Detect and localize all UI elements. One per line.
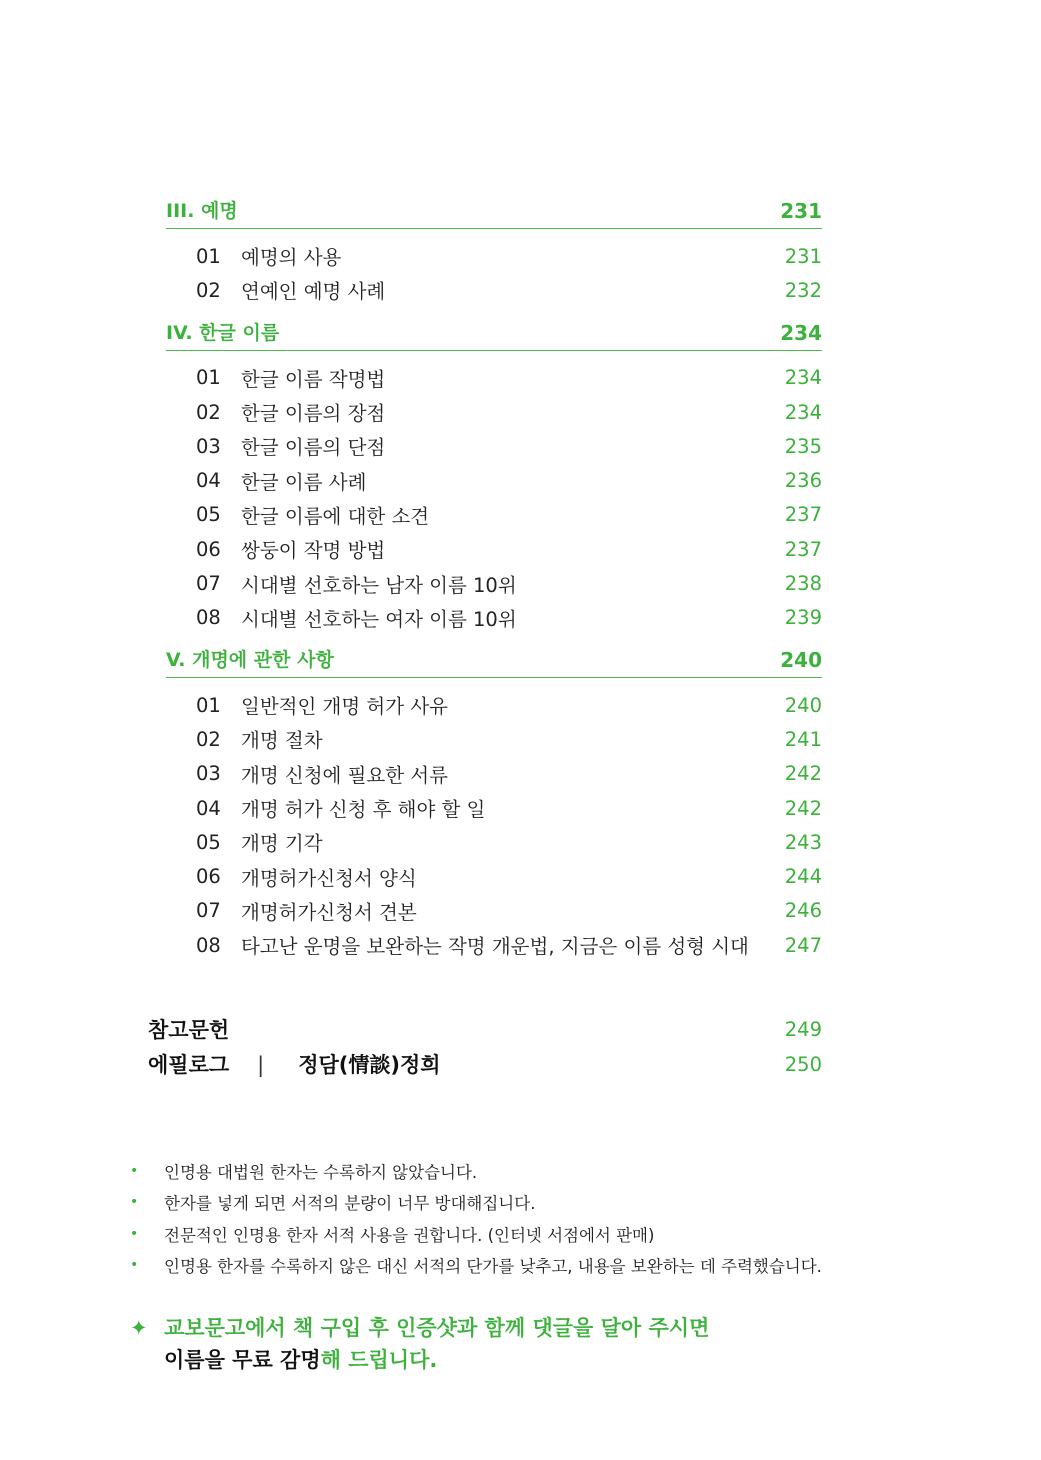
epilogue-label: 에필로그: [148, 1053, 230, 1077]
toc-item-page: 243: [784, 830, 822, 854]
toc-item-page: 244: [784, 865, 822, 889]
toc-item-page: 234: [784, 366, 822, 390]
toc-item-number: 08: [196, 606, 221, 630]
toc-item-page: 241: [784, 727, 822, 751]
toc-item-page: 242: [784, 796, 822, 820]
toc-row: [166, 757, 822, 791]
toc-item-title: 연예인 예명 사례: [241, 280, 386, 304]
toc-item-number: 07: [196, 899, 221, 923]
toc-item-title: 시대별 선호하는 남자 이름 10위: [241, 573, 517, 597]
toc-item-number: 02: [196, 727, 221, 751]
toc-item-title: 시대별 선호하는 여자 이름 10위: [241, 607, 517, 631]
section-page: 231: [780, 199, 822, 223]
note-text: 전문적인 인명용 한자 서적 사용을 권합니다. (인터넷 서점에서 판매): [164, 1225, 655, 1245]
toc-item-number: 08: [196, 933, 221, 957]
toc-item-page: 237: [784, 503, 822, 527]
toc-item-number: 05: [196, 503, 221, 527]
section-heading: [166, 318, 822, 351]
toc-row: [166, 688, 822, 722]
toc-item-title: 개명 절차: [241, 729, 323, 753]
bullet-icon: •: [130, 1162, 139, 1179]
table-of-contents: [166, 196, 822, 968]
references-row: [148, 1014, 822, 1044]
epilogue-page: 250: [784, 1052, 822, 1076]
diamond-icon: ✦: [130, 1316, 148, 1340]
toc-item-number: 03: [196, 434, 221, 458]
references-label: 참고문헌: [148, 1018, 230, 1042]
toc-item-title: 한글 이름의 장점: [241, 402, 386, 426]
toc-row: [166, 722, 822, 756]
list-item: [130, 1250, 990, 1282]
toc-item-title: 한글 이름 작명법: [241, 367, 386, 391]
promo-line-2-rest: 해 드립니다.: [320, 1348, 438, 1372]
toc-item-number: 04: [196, 469, 221, 493]
toc-row: [166, 825, 822, 859]
toc-item-page: 239: [784, 606, 822, 630]
toc-item-number: 01: [196, 244, 221, 268]
section-items: [166, 351, 822, 641]
section-page: 234: [780, 320, 822, 345]
bullet-icon: •: [130, 1194, 139, 1211]
toc-item-page: 236: [784, 469, 822, 493]
toc-item-page: 237: [784, 537, 822, 561]
toc-item-title: 타고난 운명을 보완하는 작명 개운법, 지금은 이름 성형 시대: [241, 935, 749, 959]
toc-item-title: 한글 이름에 대한 소견: [241, 504, 430, 528]
bullet-icon: •: [130, 1257, 139, 1274]
toc-item-title: 쌍둥이 작명 방법: [241, 539, 386, 563]
toc-item-number: 03: [196, 762, 221, 786]
toc-item-page: 232: [784, 278, 822, 302]
toc-item-page: 234: [784, 400, 822, 424]
note-text: 인명용 한자를 수록하지 않은 대신 서적의 단가를 낮추고, 내용을 보완하는 데 주력했습니다.: [164, 1257, 822, 1277]
section-items: [166, 678, 822, 968]
promo-message: [130, 1312, 709, 1376]
epilogue-title: [148, 1049, 441, 1079]
toc-row: [166, 361, 822, 395]
toc-row: [166, 566, 822, 600]
toc-item-page: 246: [784, 899, 822, 923]
epilogue-separator: |: [257, 1053, 265, 1077]
toc-item-number: 02: [196, 278, 221, 302]
toc-row: [166, 894, 822, 928]
toc-item-number: 07: [196, 572, 221, 596]
list-item: [130, 1187, 990, 1219]
toc-row: [166, 429, 822, 463]
toc-item-title: 개명 신청에 필요한 서류: [241, 763, 448, 787]
toc-item-number: 02: [196, 400, 221, 424]
toc-item-title: 개명 허가 신청 후 해야 할 일: [241, 798, 486, 821]
list-item: [130, 1155, 990, 1187]
toc-row: [166, 395, 822, 429]
section-title: IV. 한글 이름: [166, 321, 280, 344]
note-text: 인명용 대법원 한자는 수록하지 않았습니다.: [164, 1162, 478, 1182]
toc-item-page: 235: [784, 434, 822, 458]
toc-item-page: 240: [784, 693, 822, 717]
note-text: 한자를 넣게 되면 서적의 분량이 너무 방대해집니다.: [164, 1194, 536, 1214]
toc-item-number: 05: [196, 830, 221, 854]
toc-row: [166, 498, 822, 532]
toc-item-title: 한글 이름 사례: [241, 470, 367, 494]
toc-row: [166, 601, 822, 635]
toc-item-title: 개명허가신청서 양식: [241, 866, 417, 890]
toc-row: [166, 928, 822, 962]
toc-row: [166, 859, 822, 893]
section-heading: [166, 645, 822, 678]
epilogue-subtitle: 정담(情談)정희: [298, 1053, 441, 1077]
toc-item-number: 04: [196, 796, 221, 820]
toc-item-title: 일반적인 개명 허가 사유: [241, 695, 448, 719]
toc-row: [166, 273, 822, 307]
toc-item-page: 247: [784, 933, 822, 957]
section-title: V. 개명에 관한 사항: [166, 648, 334, 671]
toc-item-title: 한글 이름의 단점: [241, 436, 386, 460]
epilogue-row: [148, 1049, 822, 1079]
toc-item-page: 242: [784, 762, 822, 786]
section-heading: [166, 196, 822, 229]
toc-item-title: 개명허가신청서 견본: [241, 900, 417, 924]
toc-row: [166, 791, 822, 825]
toc-row: [166, 463, 822, 497]
bullet-icon: •: [130, 1225, 139, 1242]
section-items: [166, 229, 822, 314]
toc-item-page: 238: [784, 572, 822, 596]
toc-item-number: 01: [196, 366, 221, 390]
toc-row: [166, 239, 822, 273]
promo-line-2-emphasis: 이름을 무료 감명: [164, 1348, 321, 1372]
toc-row: [166, 532, 822, 566]
notes-list: [130, 1155, 990, 1281]
toc-item-number: 01: [196, 693, 221, 717]
references-page: 249: [784, 1017, 822, 1041]
promo-line-1: 교보문고에서 책 구입 후 인증샷과 함께 댓글을 달아 주시면: [164, 1316, 710, 1340]
toc-item-title: 개명 기각: [241, 832, 323, 856]
section-title: III. 예명: [166, 200, 238, 222]
toc-item-number: 06: [196, 865, 221, 889]
section-page: 240: [780, 647, 822, 672]
toc-item-number: 06: [196, 537, 221, 561]
toc-item-title: 예명의 사용: [241, 246, 342, 270]
list-item: [130, 1218, 990, 1250]
toc-item-page: 231: [784, 244, 822, 268]
